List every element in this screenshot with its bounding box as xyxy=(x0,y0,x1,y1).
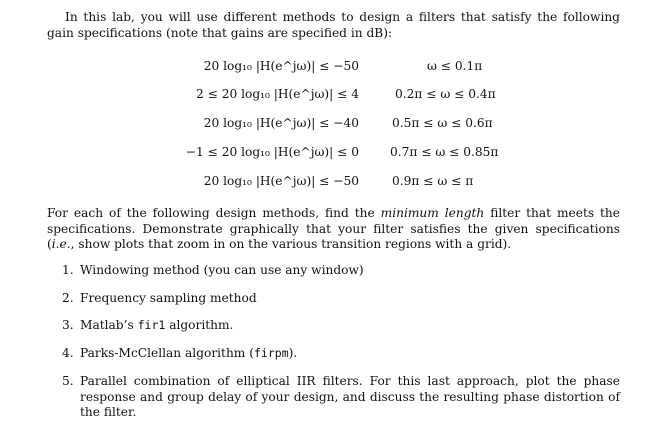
spec-row xyxy=(0,145,659,163)
instructions-paragraph xyxy=(47,206,620,253)
instructions-text: For each of the following design methods, find the xyxy=(47,206,381,220)
spec-frequency: 0.2π ≤ ω ≤ 0.4π xyxy=(395,87,496,101)
spec-row xyxy=(0,59,659,77)
spec-row xyxy=(0,174,659,192)
code-fir1: fir1 xyxy=(137,318,166,332)
spec-frequency: 0.9π ≤ ω ≤ π xyxy=(392,174,474,188)
list-number: 5. xyxy=(62,374,74,388)
list-text: Parallel combination of elliptical IIR filters. For this last approach, plot the phase response and group delay of your design, and discuss the resulting phase distortion of the filter. xyxy=(80,374,620,420)
list-text: Windowing method (you can use any window) xyxy=(80,263,364,277)
spec-gain: −1 ≤ 20 log₁₀ |H(e^jω)| ≤ 0 xyxy=(185,145,359,159)
list-text-part: algorithm. xyxy=(165,318,234,332)
list-text: Frequency sampling method xyxy=(80,291,257,305)
list-number: 4. xyxy=(62,346,74,360)
list-text-part: ). xyxy=(288,346,298,360)
spec-frequency: 0.7π ≤ ω ≤ 0.85π xyxy=(390,145,499,159)
intro-paragraph xyxy=(47,10,620,41)
list-text xyxy=(80,346,620,362)
instructions-text: , show plots that zoom in on the various transition regions with a grid). xyxy=(70,237,512,252)
spec-frequency: 0.5π ≤ ω ≤ 0.6π xyxy=(392,116,493,130)
spec-row xyxy=(0,87,659,105)
intro-text: In this lab, you will use different methods to design a filters that satisfy the following gain specifications (note that gains are specified in dB): xyxy=(47,10,620,40)
spec-frequency: ω ≤ 0.1π xyxy=(427,59,483,73)
code-firpm: firpm xyxy=(254,346,289,360)
spec-gain: 20 log₁₀ |H(e^jω)| ≤ −40 xyxy=(203,116,359,130)
emphasis-ie: i.e. xyxy=(51,237,71,252)
instructions-text: filter that meets the specifications. Demonstrate graphically that your filter satisfies the given specifications ( xyxy=(47,206,620,252)
list-number: 3. xyxy=(62,318,74,332)
list-number: 2. xyxy=(62,291,74,305)
list-text-part: Matlab’s xyxy=(80,318,138,332)
list-text xyxy=(80,318,620,334)
spec-gain: 2 ≤ 20 log₁₀ |H(e^jω)| ≤ 4 xyxy=(196,87,359,101)
emphasis-minimum-length: minimum length xyxy=(380,206,485,220)
list-number: 1. xyxy=(62,263,74,277)
spec-row xyxy=(0,116,659,134)
list-text-part: Parks-McClellan algorithm ( xyxy=(80,346,254,360)
spec-gain: 20 log₁₀ |H(e^jω)| ≤ −50 xyxy=(203,59,359,73)
spec-gain: 20 log₁₀ |H(e^jω)| ≤ −50 xyxy=(203,174,359,188)
